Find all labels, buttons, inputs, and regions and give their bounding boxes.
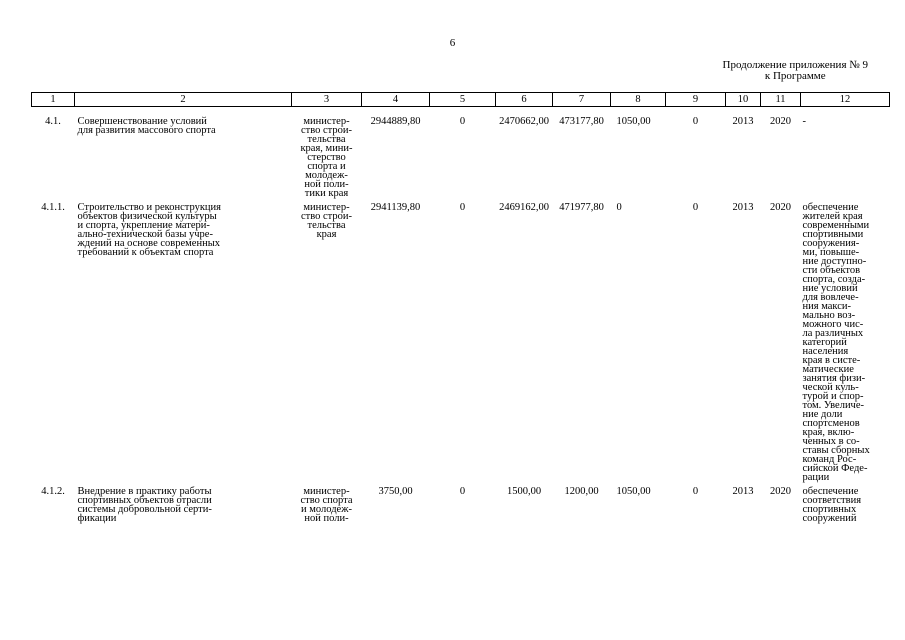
total-amount: 3750,00 bbox=[378, 486, 413, 497]
expected-result-line: ние условий bbox=[802, 283, 858, 294]
start-year: 2013 bbox=[732, 486, 754, 497]
value-col5: 0 bbox=[459, 116, 466, 127]
responsible-executor-line: ство строи- bbox=[300, 125, 352, 136]
expected-result-line: ченных в со- bbox=[802, 436, 860, 447]
expected-result-line: ставы сборных bbox=[802, 445, 870, 456]
expected-result-line: для вовлече- bbox=[802, 292, 859, 303]
responsible-executor-line: края, мини- bbox=[300, 143, 353, 154]
continuation-line-2: к Программе bbox=[764, 70, 826, 82]
column-header: 8 bbox=[611, 93, 666, 107]
table-row bbox=[32, 107, 890, 199]
expected-result-line: ние доступно- bbox=[802, 256, 867, 267]
expected-result-line: сти объектов bbox=[802, 265, 861, 276]
responsible-executor bbox=[292, 482, 362, 523]
measure-name-line: и спорта, укрепление матери- bbox=[77, 220, 210, 231]
responsible-executor-line: молодеж- bbox=[305, 170, 348, 181]
responsible-executor-line: министер- bbox=[303, 202, 350, 213]
responsible-executor-line: ство спорта bbox=[300, 495, 353, 506]
measure-name-line: требований к объектам спорта bbox=[77, 247, 214, 258]
value-col8: 0 bbox=[616, 202, 622, 213]
expected-result-line: края, вклю- bbox=[802, 427, 855, 438]
expected-result-line: сийской Феде- bbox=[802, 463, 868, 474]
measure-name bbox=[75, 107, 292, 199]
measure-name bbox=[75, 198, 292, 482]
value-col7: 1200,00 bbox=[564, 486, 599, 497]
end-year: 2020 bbox=[770, 202, 791, 213]
responsible-executor-line: спорта и bbox=[307, 161, 346, 172]
measure-name-line: фикации bbox=[77, 513, 117, 524]
total-amount: 2944889,80 bbox=[370, 116, 421, 127]
column-number-row bbox=[32, 93, 890, 107]
measure-name-line: объектов физической культуры bbox=[77, 211, 217, 222]
expected-result-line: ние доли bbox=[802, 409, 843, 420]
expected-result-line: населения bbox=[802, 346, 849, 357]
responsible-executor-line: министер- bbox=[303, 486, 350, 497]
column-header: 10 bbox=[726, 93, 761, 107]
value-col5: 0 bbox=[459, 486, 466, 497]
responsible-executor-line: ной поли- bbox=[304, 513, 349, 524]
expected-result-line: края в систе- bbox=[802, 355, 861, 366]
value-col9: 0 bbox=[692, 202, 699, 213]
column-header: 6 bbox=[496, 93, 553, 107]
expected-result-line: современными bbox=[802, 220, 870, 231]
expected-result-line: сооружения- bbox=[802, 238, 860, 249]
start-year: 2013 bbox=[732, 116, 754, 127]
measure-name-line: ально-технической базы учре- bbox=[77, 229, 213, 240]
expected-result-line: соответствия bbox=[802, 495, 862, 506]
row-number: 4.1. bbox=[45, 116, 61, 127]
continuation-line-1: Продолжение приложения № 9 bbox=[722, 59, 868, 71]
expected-result-line: рации bbox=[802, 472, 830, 483]
value-col7: 473177,80 bbox=[559, 116, 604, 127]
expected-result-line: ческой куль- bbox=[802, 382, 859, 393]
column-header: 4 bbox=[362, 93, 430, 107]
expected-result-line: занятия физи- bbox=[802, 373, 866, 384]
expected-result-line: ния макси- bbox=[802, 301, 852, 312]
column-header: 5 bbox=[430, 93, 496, 107]
value-col7: 471977,80 bbox=[559, 202, 604, 213]
expected-result-line: сооружений bbox=[802, 513, 857, 524]
expected-result-line: ми, повыше- bbox=[802, 247, 860, 258]
responsible-executor bbox=[292, 107, 362, 199]
expected-result-line: жителей края bbox=[802, 211, 863, 222]
value-col6: 1500,00 bbox=[506, 486, 542, 497]
column-header: 3 bbox=[292, 93, 362, 107]
expected-result-line: спортивными bbox=[802, 229, 864, 240]
expected-result-line: спортсменов bbox=[802, 418, 860, 429]
responsible-executor-line: тельства bbox=[307, 220, 346, 231]
value-col9: 0 bbox=[692, 486, 699, 497]
expected-result-line: том. Увеличе- bbox=[802, 400, 864, 411]
responsible-executor-line: тельства bbox=[307, 134, 346, 145]
continuation-header bbox=[723, 60, 868, 82]
column-header: 1 bbox=[32, 93, 75, 107]
measure-name-line: для развития массового спорта bbox=[77, 125, 216, 136]
expected-result-line: можного чис- bbox=[802, 319, 864, 330]
expected-result bbox=[801, 198, 890, 482]
value-col6: 2469162,00 bbox=[499, 202, 549, 213]
measure-name-line: Внедрение в практику работы bbox=[77, 486, 212, 497]
value-col8: 1050,00 bbox=[616, 116, 651, 127]
expected-result-line: спортивных bbox=[802, 504, 857, 515]
expected-result bbox=[801, 482, 890, 523]
responsible-executor-line: края bbox=[316, 229, 337, 240]
measure-name-line: Совершенствование условий bbox=[77, 116, 207, 127]
responsible-executor-line: и молодеж- bbox=[301, 504, 352, 515]
table-row bbox=[32, 198, 890, 482]
expected-result-line: обеспечение bbox=[802, 202, 859, 213]
measure-name-line: спортивных объектов отрасли bbox=[77, 495, 212, 506]
responsible-executor bbox=[292, 198, 362, 482]
responsible-executor-line: ство строи- bbox=[300, 211, 352, 222]
measure-name-line: ждений на основе современных bbox=[77, 238, 220, 249]
table-row bbox=[32, 482, 890, 523]
expected-result bbox=[801, 107, 890, 199]
row-number: 4.1.1. bbox=[41, 202, 65, 213]
column-header: 7 bbox=[553, 93, 611, 107]
table-body bbox=[32, 107, 890, 524]
total-amount: 2941139,80 bbox=[370, 202, 421, 213]
page-number: 6 bbox=[449, 37, 456, 49]
column-header: 2 bbox=[75, 93, 292, 107]
expected-result-line: категорий bbox=[802, 337, 847, 348]
program-table bbox=[31, 92, 890, 523]
column-header: 12 bbox=[801, 93, 890, 107]
expected-result-line: матические bbox=[802, 364, 854, 375]
value-col9: 0 bbox=[692, 116, 699, 127]
column-header: 11 bbox=[761, 93, 801, 107]
expected-result-line: спорта, созда- bbox=[802, 274, 866, 285]
start-year: 2013 bbox=[732, 202, 754, 213]
measure-name-line: системы добровольной серти- bbox=[77, 504, 212, 515]
expected-result-line: ла различных bbox=[802, 328, 864, 339]
responsible-executor-line: тики края bbox=[304, 188, 349, 199]
column-header: 9 bbox=[666, 93, 726, 107]
value-col5: 0 bbox=[459, 202, 466, 213]
measure-name bbox=[75, 482, 292, 523]
end-year: 2020 bbox=[770, 116, 791, 127]
expected-result-line: мально воз- bbox=[802, 310, 856, 321]
end-year: 2020 bbox=[770, 486, 791, 497]
responsible-executor-line: стерство bbox=[307, 152, 346, 163]
expected-result-line: обеспечение bbox=[802, 486, 859, 497]
responsible-executor-line: министер- bbox=[303, 116, 350, 127]
measure-name-line: Строительство и реконструкция bbox=[77, 202, 221, 213]
value-col6: 2470662,00 bbox=[499, 116, 549, 127]
expected-result-line: турой и спор- bbox=[802, 391, 864, 402]
responsible-executor-line: ной поли- bbox=[304, 179, 349, 190]
row-number: 4.1.2. bbox=[41, 486, 65, 497]
expected-result-line: команд Рос- bbox=[802, 454, 857, 465]
expected-result-line: - bbox=[802, 116, 806, 127]
value-col8: 1050,00 bbox=[616, 486, 651, 497]
